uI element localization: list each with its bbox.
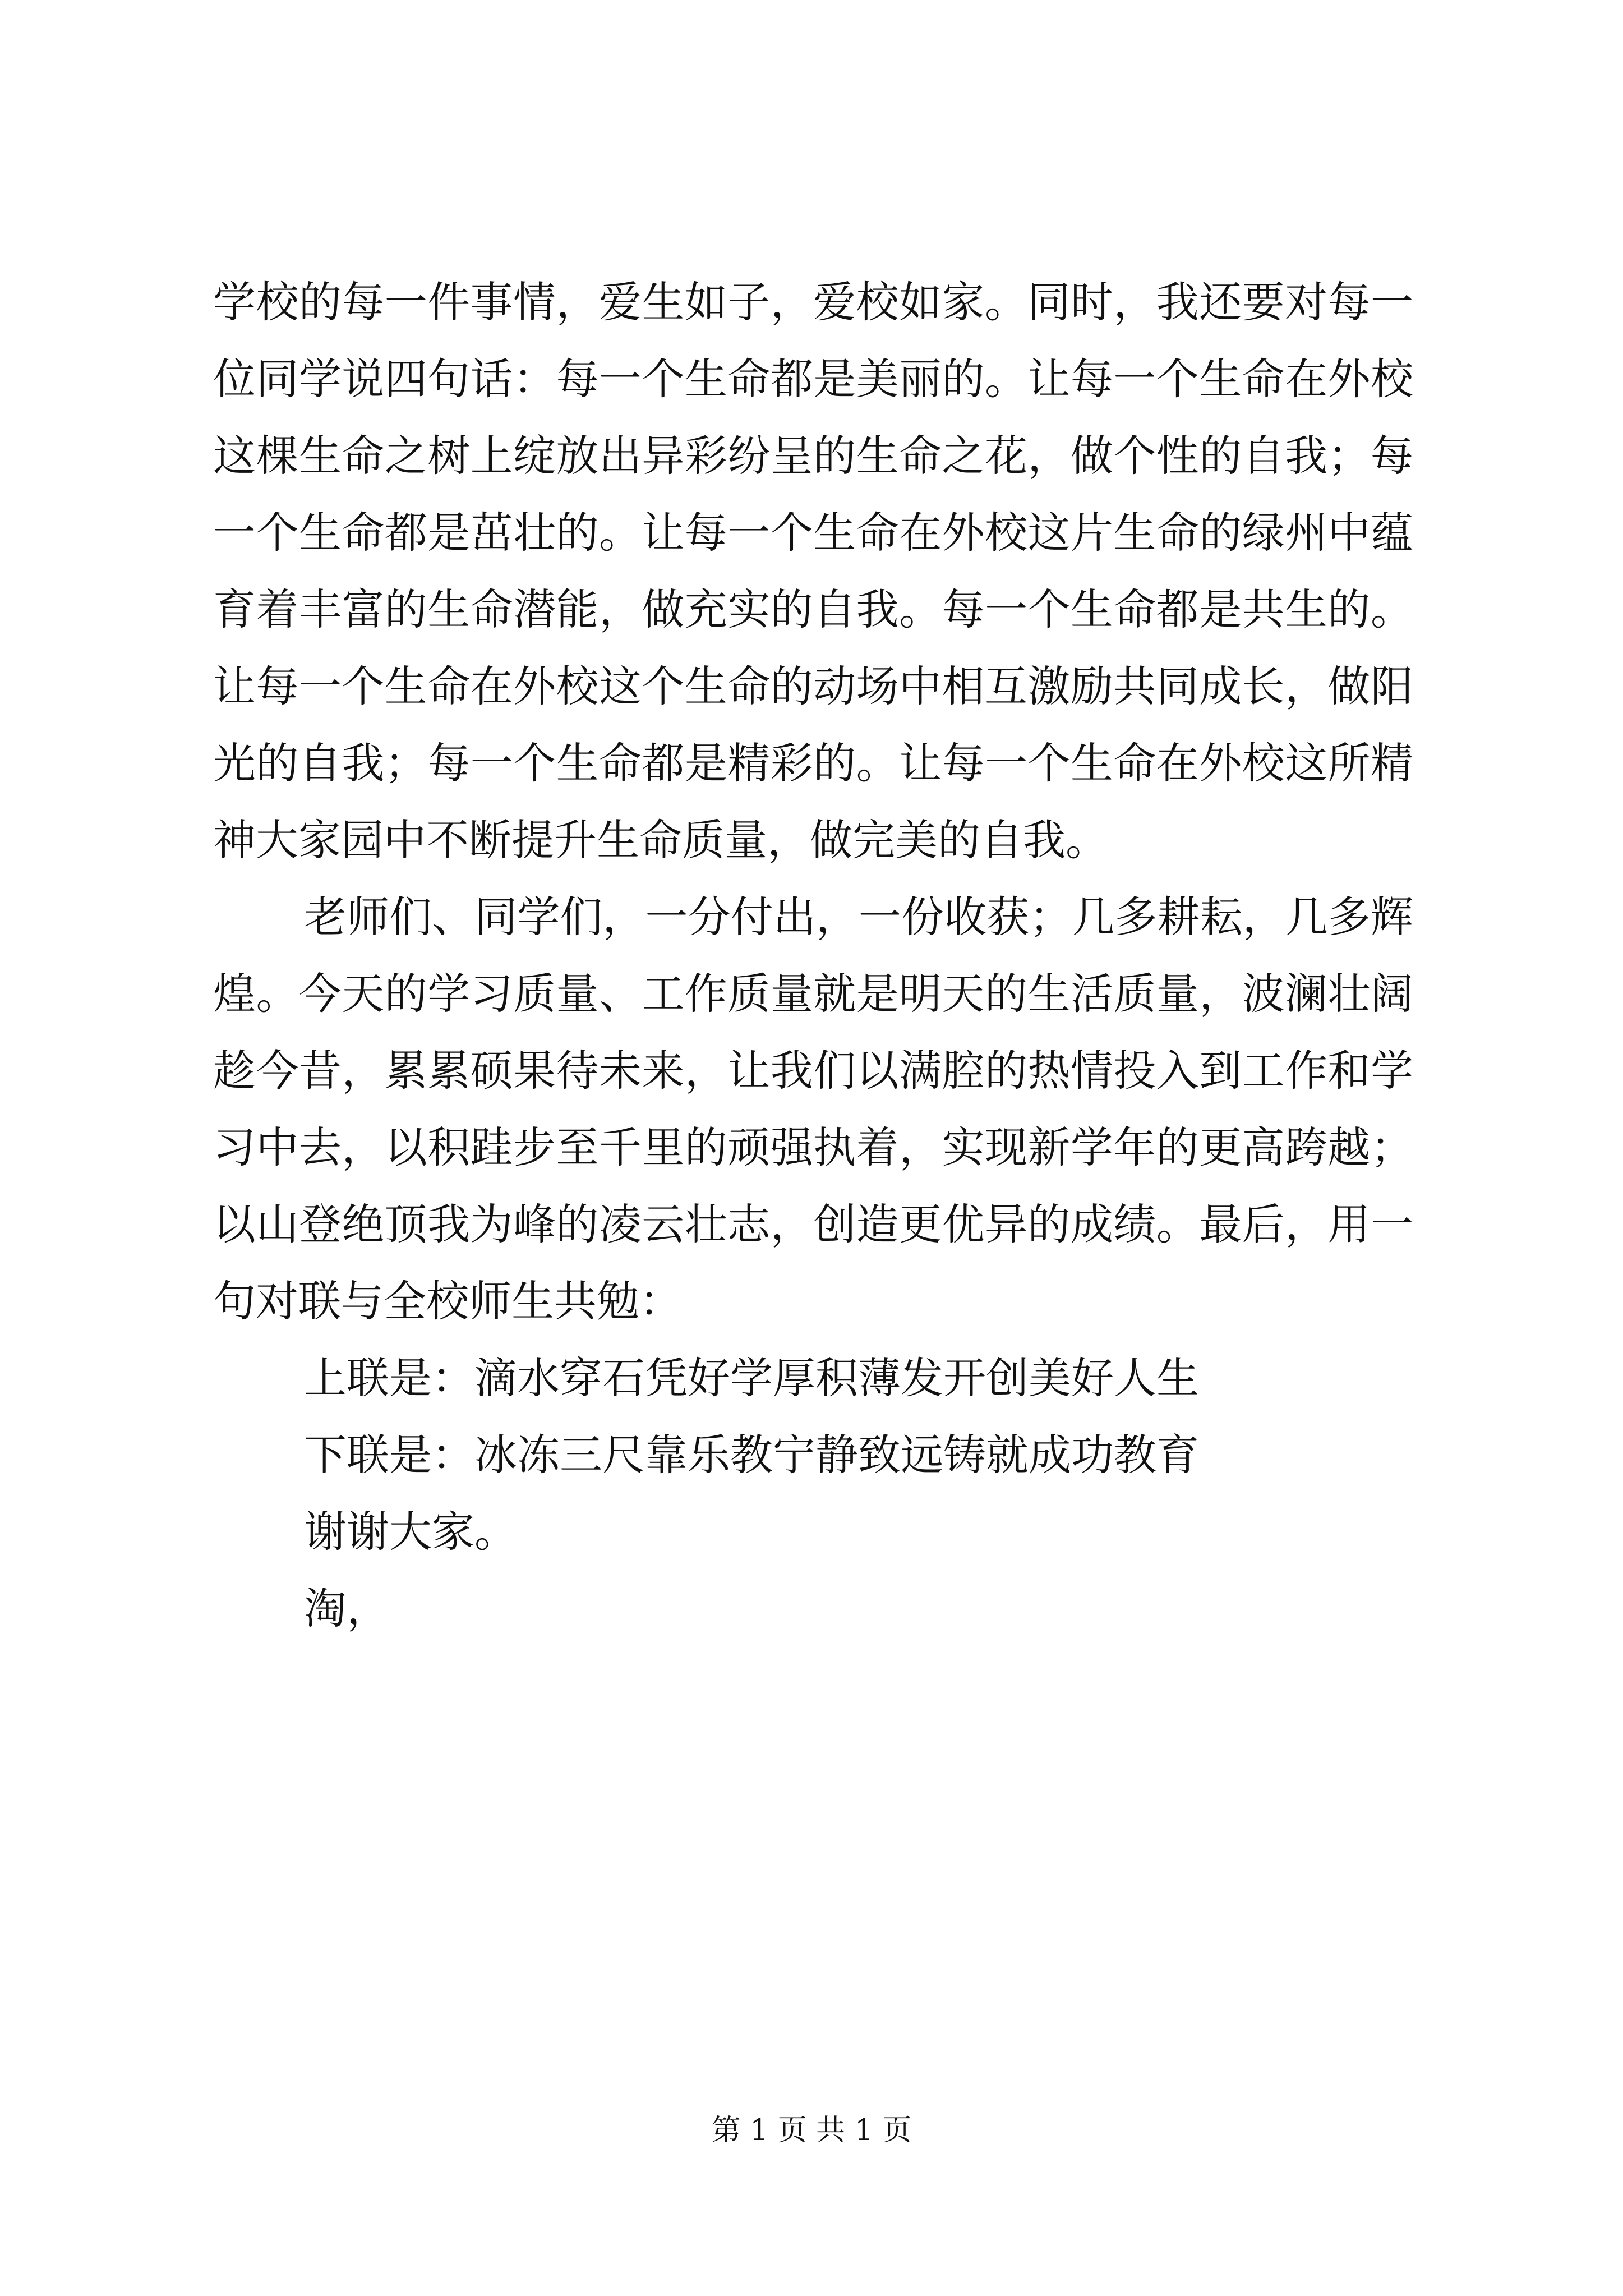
couplet-lower: 下联是：冰冻三尺靠乐教宁静致远铸就成功教育 xyxy=(304,1430,1199,1480)
text-line: 一个生命都是茁壮的。让每一个生命在外校这片生命的绿州中蕴 xyxy=(213,508,1413,558)
text-line: 神大家园中不断提升生命质量，做完美的自我。 xyxy=(213,815,1108,865)
paragraph xyxy=(213,878,1413,1340)
text-line: 这棵生命之树上绽放出异彩纷呈的生命之花，做个性的自我；每 xyxy=(213,431,1413,481)
paragraph xyxy=(213,264,1413,878)
text-line: 让每一个生命在外校这个生命的动场中相互激励共同成长，做阳 xyxy=(213,661,1413,711)
text-line: 以山登绝顶我为峰的凌云壮志，创造更优异的成绩。最后，用一 xyxy=(213,1199,1413,1249)
text-line: 句对联与全校师生共勉： xyxy=(213,1276,682,1326)
text-line: 老师们、同学们，一分付出，一份收获；几多耕耘，几多辉 xyxy=(304,892,1413,942)
text-line: 光的自我；每一个生命都是精彩的。让每一个生命在外校这所精 xyxy=(213,738,1413,788)
text-line: 煌。今天的学习质量、工作质量就是明天的生活质量，波澜壮阔 xyxy=(213,969,1413,1019)
couplet-upper: 上联是：滴水穿石凭好学厚积薄发开创美好人生 xyxy=(304,1353,1199,1403)
document-body xyxy=(213,264,1413,1647)
page-number-footer: 第 1 页 共 1 页 xyxy=(711,2114,912,2147)
text-line: 育着丰富的生命潜能，做充实的自我。每一个生命都是共生的。 xyxy=(213,585,1413,634)
text-line: 习中去，以积跬步至千里的顽强执着，实现新学年的更高跨越； xyxy=(213,1122,1413,1172)
text-line: 位同学说四句话：每一个生命都是美丽的。让每一个生命在外校 xyxy=(213,354,1413,404)
closing-thanks: 谢谢大家。 xyxy=(304,1507,517,1557)
text-line: 趁今昔，累累硕果待未来，让我们以满腔的热情投入到工作和学 xyxy=(213,1046,1413,1096)
trailing-fragment: 淘， xyxy=(304,1584,389,1634)
text-line: 学校的每一件事情，爱生如子，爱校如家。同时，我还要对每一 xyxy=(213,277,1413,327)
